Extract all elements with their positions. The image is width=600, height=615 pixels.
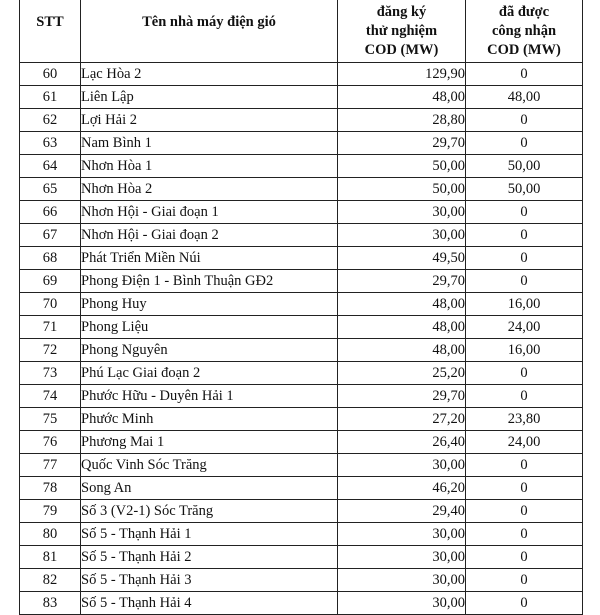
cell-recognized-cod: 50,00 [466, 155, 583, 178]
cell-plant-name: Lạc Hòa 2 [81, 63, 338, 86]
cell-stt: 79 [20, 500, 81, 523]
cell-registered-cod: 50,00 [338, 178, 466, 201]
cell-recognized-cod: 0 [466, 109, 583, 132]
table-row [20, 454, 583, 477]
cell-stt: 81 [20, 546, 81, 569]
cell-registered-cod: 26,40 [338, 431, 466, 454]
cell-plant-name: Nam Bình 1 [81, 132, 338, 155]
cell-registered-cod: 28,80 [338, 109, 466, 132]
cell-recognized-cod: 0 [466, 546, 583, 569]
cell-registered-cod: 49,50 [338, 247, 466, 270]
cell-stt: 83 [20, 592, 81, 615]
cell-stt: 70 [20, 293, 81, 316]
cell-recognized-cod: 24,00 [466, 431, 583, 454]
cell-plant-name: Phú Lạc Giai đoạn 2 [81, 362, 338, 385]
header-recognized-line-1: đã được [498, 4, 550, 20]
cell-stt: 62 [20, 109, 81, 132]
cell-plant-name: Số 5 - Thạnh Hải 2 [81, 546, 338, 569]
cell-plant-name: Liên Lập [81, 86, 338, 109]
cell-registered-cod: 30,00 [338, 454, 466, 477]
header-registered-line-2: thử nghiệm [365, 23, 438, 39]
cell-stt: 74 [20, 385, 81, 408]
cell-recognized-cod: 0 [466, 477, 583, 500]
cell-plant-name: Số 5 - Thạnh Hải 1 [81, 523, 338, 546]
cell-registered-cod: 48,00 [338, 86, 466, 109]
cell-plant-name: Phương Mai 1 [81, 431, 338, 454]
cell-registered-cod: 30,00 [338, 546, 466, 569]
table-row [20, 500, 583, 523]
cell-recognized-cod: 0 [466, 385, 583, 408]
cell-plant-name: Phong Huy [81, 293, 338, 316]
table-row [20, 247, 583, 270]
cell-registered-cod: 29,70 [338, 385, 466, 408]
cell-registered-cod: 30,00 [338, 224, 466, 247]
table-row [20, 408, 583, 431]
cell-plant-name: Lợi Hải 2 [81, 109, 338, 132]
cell-plant-name: Phát Triển Miền Núi [81, 247, 338, 270]
cell-registered-cod: 30,00 [338, 523, 466, 546]
cell-registered-cod: 29,40 [338, 500, 466, 523]
cell-registered-cod: 48,00 [338, 316, 466, 339]
header-recognized-cod [466, 0, 583, 63]
cell-plant-name: Phong Nguyên [81, 339, 338, 362]
cell-registered-cod: 30,00 [338, 201, 466, 224]
header-plant-name: Tên nhà máy điện gió [81, 0, 338, 63]
table-row [20, 224, 583, 247]
cell-recognized-cod: 0 [466, 270, 583, 293]
cell-recognized-cod: 48,00 [466, 86, 583, 109]
cell-plant-name: Nhơn Hội - Giai đoạn 2 [81, 224, 338, 247]
table-row [20, 109, 583, 132]
cell-recognized-cod: 0 [466, 454, 583, 477]
cell-registered-cod: 46,20 [338, 477, 466, 500]
cell-stt: 64 [20, 155, 81, 178]
cell-stt: 68 [20, 247, 81, 270]
header-recognized-line-3: COD (MW) [487, 42, 561, 58]
cell-stt: 65 [20, 178, 81, 201]
table-row [20, 569, 583, 592]
cell-registered-cod: 48,00 [338, 339, 466, 362]
cell-stt: 82 [20, 569, 81, 592]
cell-stt: 69 [20, 270, 81, 293]
header-recognized-line-2: công nhận [491, 23, 557, 39]
cell-stt: 66 [20, 201, 81, 224]
cell-plant-name: Phước Hữu - Duyên Hải 1 [81, 385, 338, 408]
cell-recognized-cod: 0 [466, 362, 583, 385]
table-row [20, 155, 583, 178]
cell-registered-cod: 129,90 [338, 63, 466, 86]
cell-stt: 60 [20, 63, 81, 86]
table-row [20, 592, 583, 615]
table-row [20, 339, 583, 362]
cell-stt: 73 [20, 362, 81, 385]
cell-recognized-cod: 0 [466, 592, 583, 615]
cell-registered-cod: 48,00 [338, 293, 466, 316]
table-row [20, 201, 583, 224]
cell-recognized-cod: 0 [466, 201, 583, 224]
cell-plant-name: Nhơn Hòa 1 [81, 155, 338, 178]
cell-recognized-cod: 24,00 [466, 316, 583, 339]
cell-plant-name: Phong Liệu [81, 316, 338, 339]
table-row [20, 477, 583, 500]
cell-plant-name: Số 3 (V2-1) Sóc Trăng [81, 500, 338, 523]
cell-recognized-cod: 0 [466, 500, 583, 523]
table-row [20, 63, 583, 86]
cell-recognized-cod: 0 [466, 63, 583, 86]
cell-plant-name: Phong Điện 1 - Bình Thuận GĐ2 [81, 270, 338, 293]
cell-plant-name: Nhơn Hòa 2 [81, 178, 338, 201]
table-row [20, 132, 583, 155]
cell-registered-cod: 29,70 [338, 270, 466, 293]
table-row [20, 86, 583, 109]
cell-recognized-cod: 0 [466, 569, 583, 592]
cell-recognized-cod: 0 [466, 224, 583, 247]
header-registered-line-3: COD (MW) [364, 42, 439, 58]
cell-recognized-cod: 0 [466, 132, 583, 155]
cell-stt: 80 [20, 523, 81, 546]
header-registered-line-1: đăng ký [376, 4, 427, 20]
header-registered-cod [338, 0, 466, 63]
cell-plant-name: Quốc Vinh Sóc Trăng [81, 454, 338, 477]
cell-recognized-cod: 23,80 [466, 408, 583, 431]
cell-plant-name: Nhơn Hội - Giai đoạn 1 [81, 201, 338, 224]
table-row [20, 270, 583, 293]
table-row [20, 546, 583, 569]
cell-recognized-cod: 16,00 [466, 293, 583, 316]
cell-stt: 63 [20, 132, 81, 155]
cell-stt: 76 [20, 431, 81, 454]
table-row [20, 523, 583, 546]
wind-power-plant-table [19, 0, 583, 615]
cell-stt: 61 [20, 86, 81, 109]
cell-registered-cod: 25,20 [338, 362, 466, 385]
table-row [20, 178, 583, 201]
cell-plant-name: Số 5 - Thạnh Hải 4 [81, 592, 338, 615]
cell-stt: 75 [20, 408, 81, 431]
cell-recognized-cod: 16,00 [466, 339, 583, 362]
cell-stt: 77 [20, 454, 81, 477]
cell-registered-cod: 27,20 [338, 408, 466, 431]
cell-recognized-cod: 0 [466, 247, 583, 270]
table-row [20, 293, 583, 316]
cell-stt: 72 [20, 339, 81, 362]
cell-plant-name: Số 5 - Thạnh Hải 3 [81, 569, 338, 592]
cell-registered-cod: 30,00 [338, 569, 466, 592]
table-row [20, 362, 583, 385]
header-stt: STT [20, 0, 81, 63]
cell-registered-cod: 29,70 [338, 132, 466, 155]
cell-registered-cod: 30,00 [338, 592, 466, 615]
cell-stt: 67 [20, 224, 81, 247]
cell-plant-name: Phước Minh [81, 408, 338, 431]
cell-recognized-cod: 0 [466, 523, 583, 546]
table-row [20, 431, 583, 454]
header-row [20, 0, 583, 63]
table-body [20, 63, 583, 615]
cell-registered-cod: 50,00 [338, 155, 466, 178]
cell-plant-name: Song An [81, 477, 338, 500]
cell-stt: 71 [20, 316, 81, 339]
cell-stt: 78 [20, 477, 81, 500]
table-header [20, 0, 583, 63]
table-row [20, 316, 583, 339]
cell-recognized-cod: 50,00 [466, 178, 583, 201]
table-row [20, 385, 583, 408]
